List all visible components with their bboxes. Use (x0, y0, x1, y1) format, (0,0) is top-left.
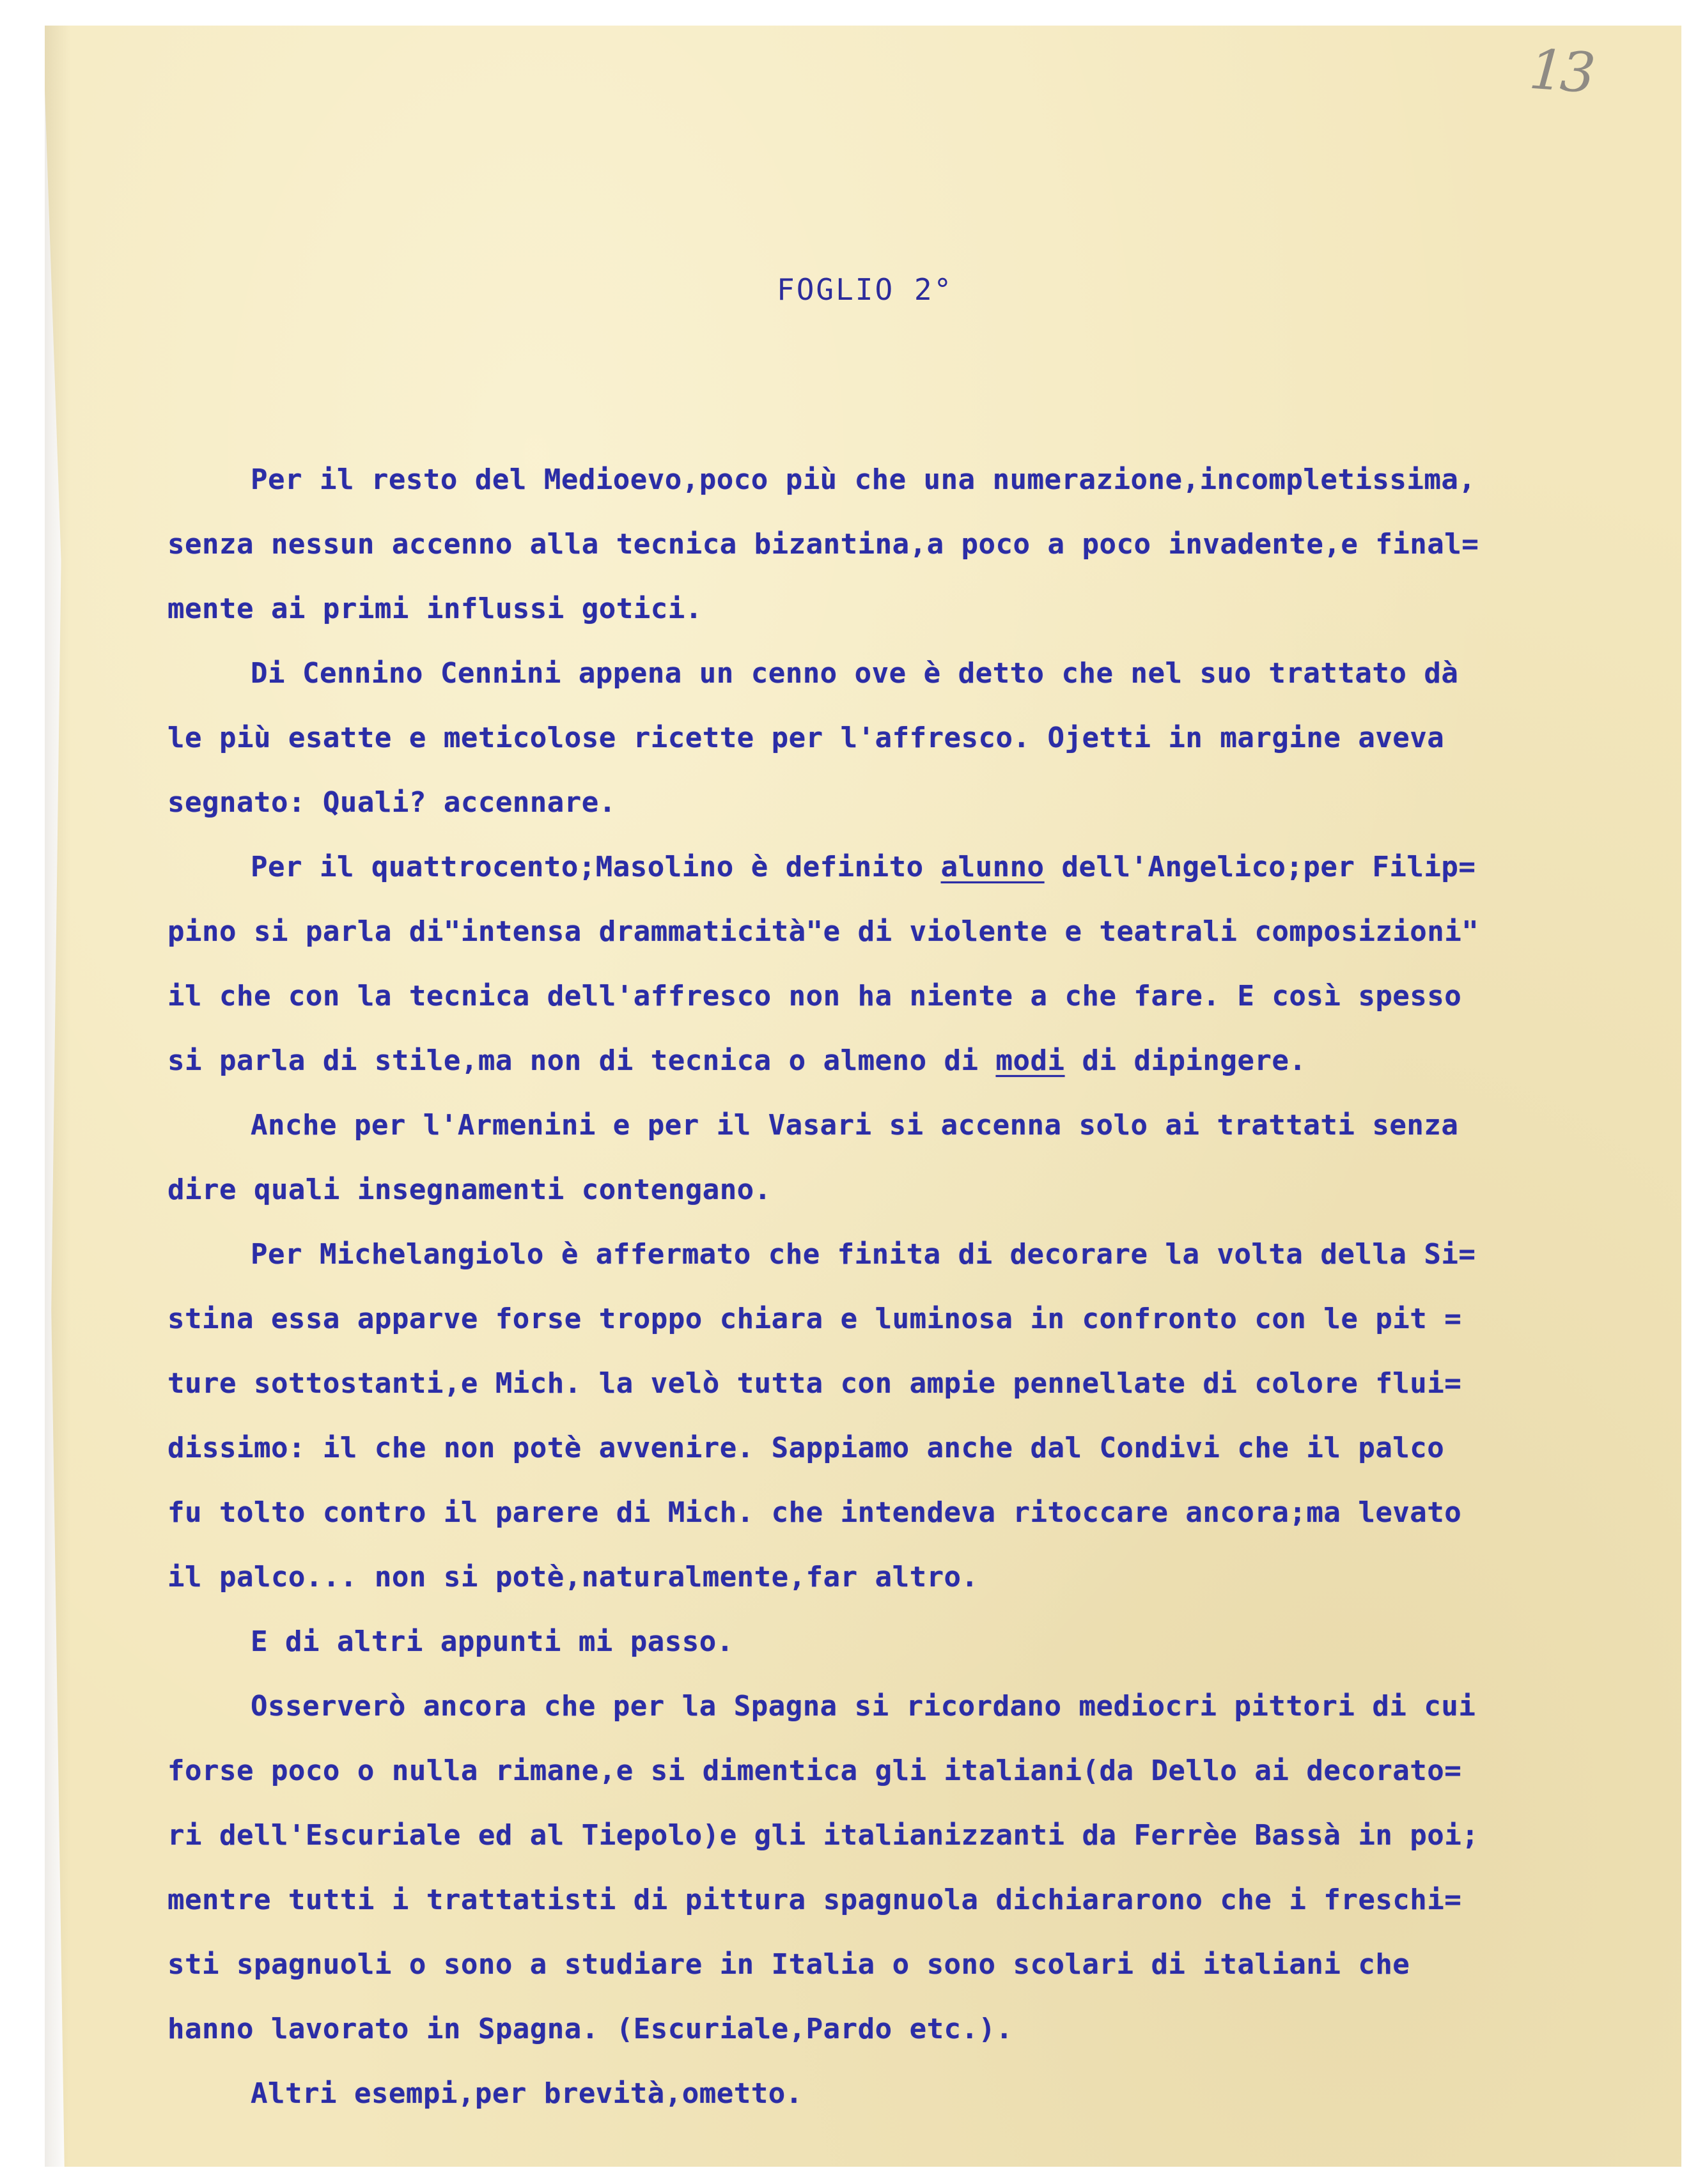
text-line: senza nessun accenno alla tecnica bizantina,a poco a poco invadente,e final= (167, 528, 1479, 561)
text-line: hanno lavorato in Spagna. (Escuriale,Pardo etc.). (167, 2013, 1013, 2045)
underlined-word: modi (995, 1044, 1065, 1077)
text-line: mentre tutti i trattatisti di pittura spagnuola dichiararono che i freschi= (167, 1884, 1462, 1916)
text-line: pino si parla di"intensa drammaticità"e di violente e teatrali composizioni" (167, 915, 1479, 948)
text-line: il che con la tecnica dell'affresco non ha niente a che fare. E così spesso (167, 980, 1462, 1012)
text-line (167, 1028, 1625, 1093)
sheet-heading: FOGLIO 2° (777, 272, 954, 307)
text-line: fu tolto contro il parere di Mich. che intendeva ritoccare ancora;ma levato (167, 1496, 1462, 1529)
text-line: forse poco o nulla rimane,e si dimentica gli italiani(da Dello ai decorato= (167, 1754, 1462, 1787)
text-line: mente ai primi influssi gotici. (167, 592, 703, 625)
body-text (167, 447, 1625, 2126)
text-line: Per Michelangiolo è affermato che finita di decorare la volta della Si= (251, 1238, 1476, 1271)
pencil-page-number: 13 (1527, 37, 1594, 106)
text-line: ture sottostanti,e Mich. la velò tutta con ampie pennellate di colore flui= (167, 1367, 1462, 1400)
text-line: le più esatte e meticolose ricette per l'affresco. Ojetti in margine aveva (167, 722, 1445, 754)
text-line: dissimo: il che non potè avvenire. Sappiamo anche dal Condivi che il palco (167, 1432, 1445, 1464)
text-line: E di altri appunti mi passo. (251, 1625, 734, 1658)
text-line: Osserverò ancora che per la Spagna si ricordano mediocri pittori di cui (251, 1690, 1476, 1723)
text-line: Di Cennino Cennini appena un cenno ove è detto che nel suo trattato dà (251, 657, 1459, 690)
text-line: Anche per l'Armenini e per il Vasari si accenna solo ai trattati senza (251, 1109, 1459, 1142)
text-line: sti spagnuoli o sono a studiare in Italia o sono scolari di italiani che (167, 1948, 1410, 1981)
text-line (167, 835, 1625, 899)
text-segment: Per il quattrocento;Masolino è definito (251, 851, 941, 883)
text-line: ri dell'Escuriale ed al Tiepolo)e gli italianizzanti da Ferrèe Bassà in poi; (167, 1819, 1479, 1852)
text-line: dire quali insegnamenti contengano. (167, 1173, 772, 1206)
text-segment: dell'Angelico;per Filip= (1044, 851, 1476, 883)
text-line: Per il resto del Medioevo,poco più che una numerazione,incompletissima, (251, 463, 1476, 496)
text-line: segnato: Quali? accennare. (167, 786, 616, 819)
text-segment: di dipingere. (1064, 1044, 1307, 1077)
text-segment: si parla di stile,ma non di tecnica o almeno di (167, 1044, 996, 1077)
text-line: il palco... non si potè,naturalmente,far altro. (167, 1561, 979, 1593)
text-line: Altri esempi,per brevità,ometto. (251, 2077, 803, 2110)
underlined-word: alunno (940, 851, 1045, 883)
text-line: stina essa apparve forse troppo chiara e luminosa in confronto con le pit = (167, 1303, 1462, 1335)
